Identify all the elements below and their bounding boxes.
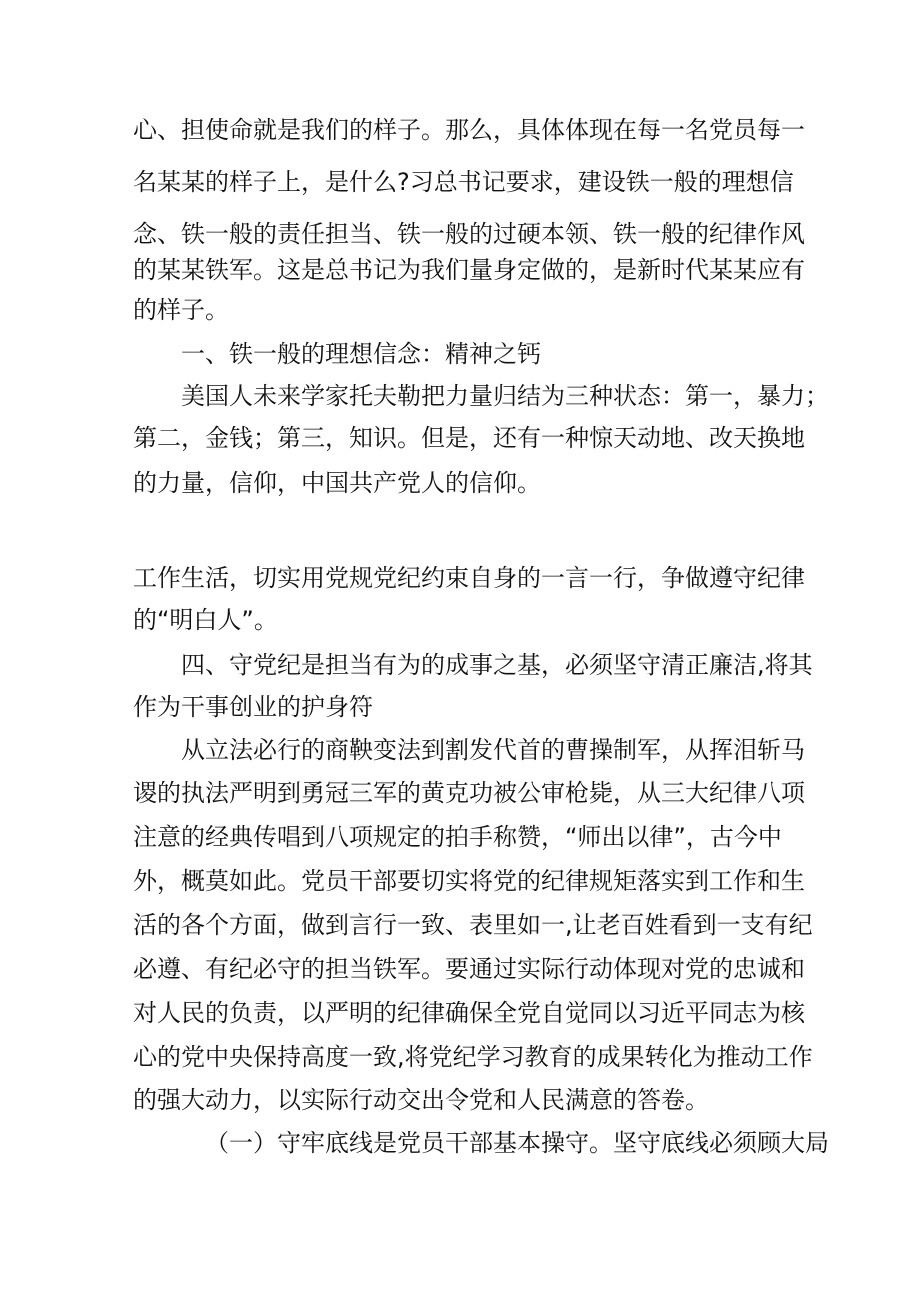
paragraph-line: 外，概莫如此。党员干部要切实将党的纪律规矩落实到工作和生 — [133, 867, 805, 895]
paragraph-line: 的力量，信仰，中国共产党人的信仰。 — [133, 469, 541, 497]
paragraph-line: 必遵、有纪必守的担当铁军。要通过实际行动体现对党的忠诚和 — [133, 955, 805, 983]
paragraph-line: 工作生活，切实用党规党纪约束自身的一言一行，争做遵守纪律 — [133, 564, 805, 592]
paragraph-line: 美国人未来学家托夫勒把力量归结为三种状态：第一，暴力； — [181, 382, 829, 410]
paragraph-line: 念、铁一般的责任担当、铁一般的过硬本领、铁一般的纪律作风 — [133, 220, 805, 248]
paragraph-line: 的“明白人”。 — [133, 606, 278, 634]
paragraph-line: 的强大动力，以实际行动交出令党和人民满意的答卷。 — [133, 1086, 709, 1114]
paragraph-line: 的样子。 — [133, 296, 229, 324]
section-heading: 四、守党纪是担当有为的成事之基，必须坚守清正廉洁,将其 — [181, 651, 813, 679]
paragraph-line: 注意的经典传唱到八项规定的拍手称赞，“师出以律”，古今中 — [133, 823, 782, 851]
paragraph-line: 名某某的样子上，是什么?习总书记要求，建设铁一般的理想信 — [133, 168, 794, 196]
paragraph-line: 谡的执法严明到勇冠三军的黄克功被公审枪毙，从三大纪律八项 — [133, 779, 805, 807]
paragraph-line: 的某某铁军。这是总书记为我们量身定做的，是新时代某某应有 — [133, 256, 805, 284]
subsection-heading: （一）守牢底线是党员干部基本操守。坚守底线必须顾大局 — [205, 1129, 829, 1157]
paragraph-line: 对人民的负责，以严明的纪律确保全党自觉同以习近平同志为核 — [133, 999, 805, 1027]
section-heading: 作为干事创业的护身符 — [133, 693, 373, 721]
section-heading: 一、铁一般的理想信念：精神之钙 — [181, 340, 541, 368]
paragraph-line: 心的党中央保持高度一致,将党纪学习教育的成果转化为推动工作 — [133, 1043, 813, 1071]
paragraph-line: 活的各个方面，做到言行一致、表里如一,让老百姓看到一支有纪 — [133, 911, 813, 939]
paragraph-line: 心、担使命就是我们的样子。那么，具体体现在每一名党员每一 — [133, 116, 805, 144]
paragraph-line: 第二，金钱；第三，知识。但是，还有一种惊天动地、改天换地 — [133, 424, 805, 452]
paragraph-line: 从立法必行的商鞅变法到割发代首的曹操制军，从挥泪斩马 — [181, 736, 805, 764]
